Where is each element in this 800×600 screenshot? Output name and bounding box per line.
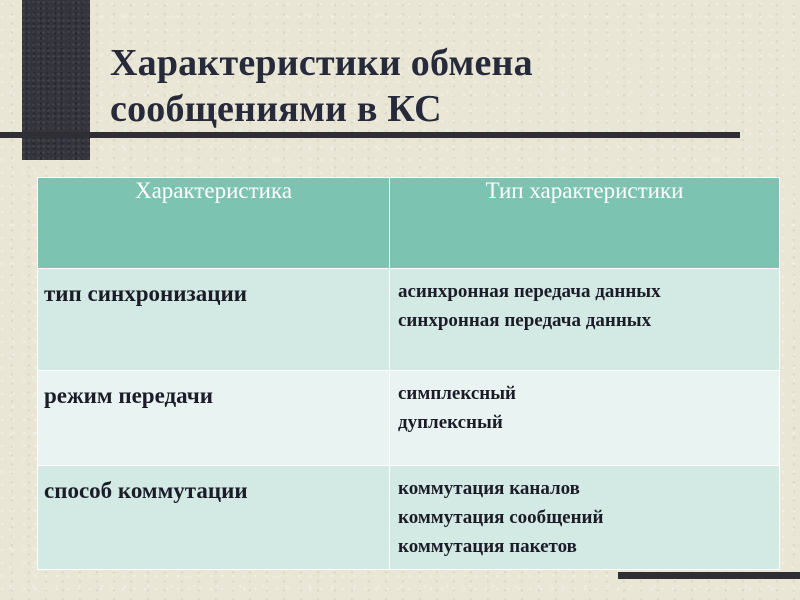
slide-title bbox=[110, 40, 533, 132]
type-cell bbox=[390, 466, 780, 570]
header-characteristic-type: Тип характеристики bbox=[390, 178, 780, 269]
table-row bbox=[38, 371, 780, 466]
type-item: симплексный bbox=[398, 383, 516, 404]
characteristic-cell: тип синхронизации bbox=[38, 269, 390, 371]
type-item: асинхронная передача данных bbox=[398, 281, 661, 302]
characteristic-cell: способ коммутации bbox=[38, 466, 390, 570]
slide-title-line-2: сообщениями в КС bbox=[110, 88, 442, 130]
type-cell bbox=[390, 371, 780, 466]
table-row bbox=[38, 269, 780, 371]
characteristic-cell: режим передачи bbox=[38, 371, 390, 466]
title-underline-rule bbox=[0, 132, 740, 138]
type-item: дуплексный bbox=[398, 412, 503, 433]
characteristics-table bbox=[37, 177, 780, 570]
header-characteristic: Характеристика bbox=[38, 178, 390, 269]
bottom-accent-rule bbox=[618, 572, 800, 579]
table-row bbox=[38, 466, 780, 570]
type-item: коммутация пакетов bbox=[398, 536, 577, 557]
slide-title-line-1: Характеристики обмена bbox=[110, 42, 533, 84]
table-header-row bbox=[38, 178, 780, 269]
type-item: коммутация каналов bbox=[398, 478, 580, 499]
type-item: коммутация сообщений bbox=[398, 507, 604, 528]
type-item: синхронная передача данных bbox=[398, 310, 652, 331]
type-cell bbox=[390, 269, 780, 371]
